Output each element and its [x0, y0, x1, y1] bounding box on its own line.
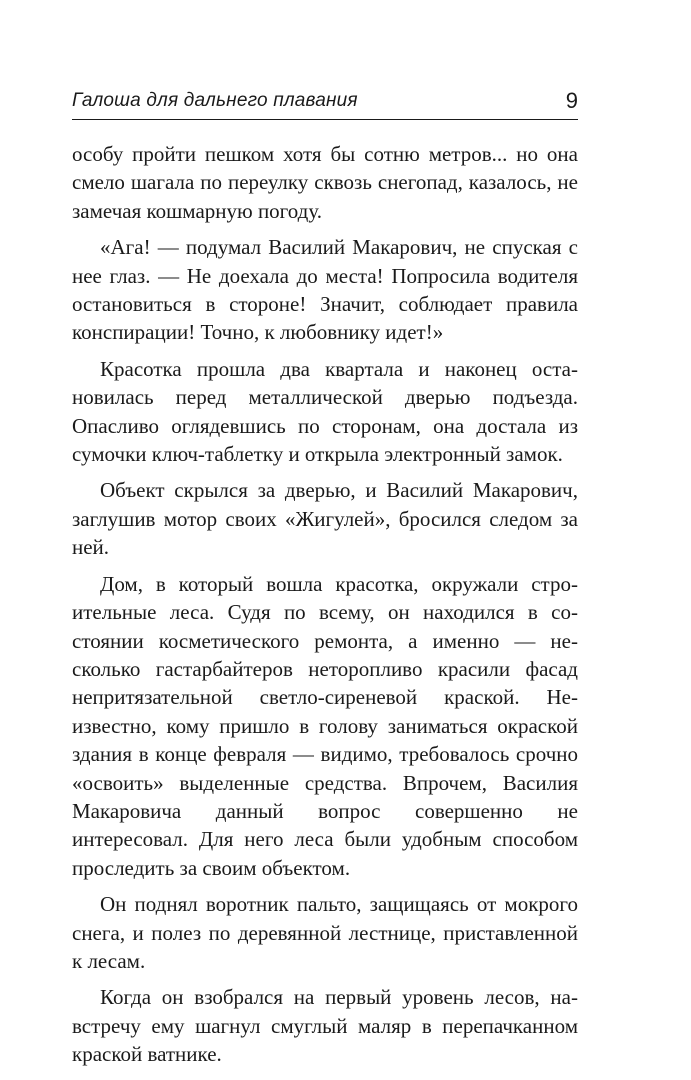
paragraph: Объект скрылся за дверью, и Василий Макарович, заглушив мотор своих «Жигулей», бросился следом за ней. [72, 478, 578, 560]
paragraph: Дом, в который вошла красотка, окружали строительные леса. Судя по всему, он находился в состоянии косметического ремонта, а именно — несколько гастарбайтеров неторопливо красили фасад непритязательной светло-сиреневой краской. Неизвестно, кому пришло в голову заниматься окраской здания в конце февраля — видимо, требовалось срочно «освоить» выделенные средства. Впрочем, Василия Макаровича данный вопрос совершенно не интересовал. Для него леса были удобным способом проследить за своим объектом. [72, 571, 578, 880]
running-title: Галоша для дальнего плавания [72, 90, 358, 111]
page-number: 9 [565, 88, 578, 113]
running-head [72, 86, 578, 118]
body-text [72, 140, 578, 1077]
paragraph: особу пройти пешком хотя бы сотню метров... но она смело шагала по переулку сквозь снегопад, казалось, не замечая кошмарную погоду. [72, 142, 578, 223]
paragraph: Он поднял воротник пальто, защищаясь от мокрого снега, и полез по деревянной лестнице, приставленной к лесам. [72, 892, 578, 973]
paragraph: Красотка прошла два квартала и наконец остановилась перед металлической дверью подъезда. Опасливо оглядевшись по сторонам, она достала из сумочки ключ-таблетку и открыла электронный замок. [72, 356, 578, 467]
header-rule [72, 119, 578, 120]
paragraph: Когда он взобрался на первый уровень лесов, навстречу ему шагнул смуглый маляр в перепачканном краской ватнике. [72, 985, 578, 1067]
paragraph: «Ага! — подумал Василий Макарович, не спуская с нее глаз. — Не доехала до места! Попросила водителя остановиться в стороне! Значит, соблюдает правила конспирации! Точно, к любовнику идет!» [72, 235, 578, 345]
